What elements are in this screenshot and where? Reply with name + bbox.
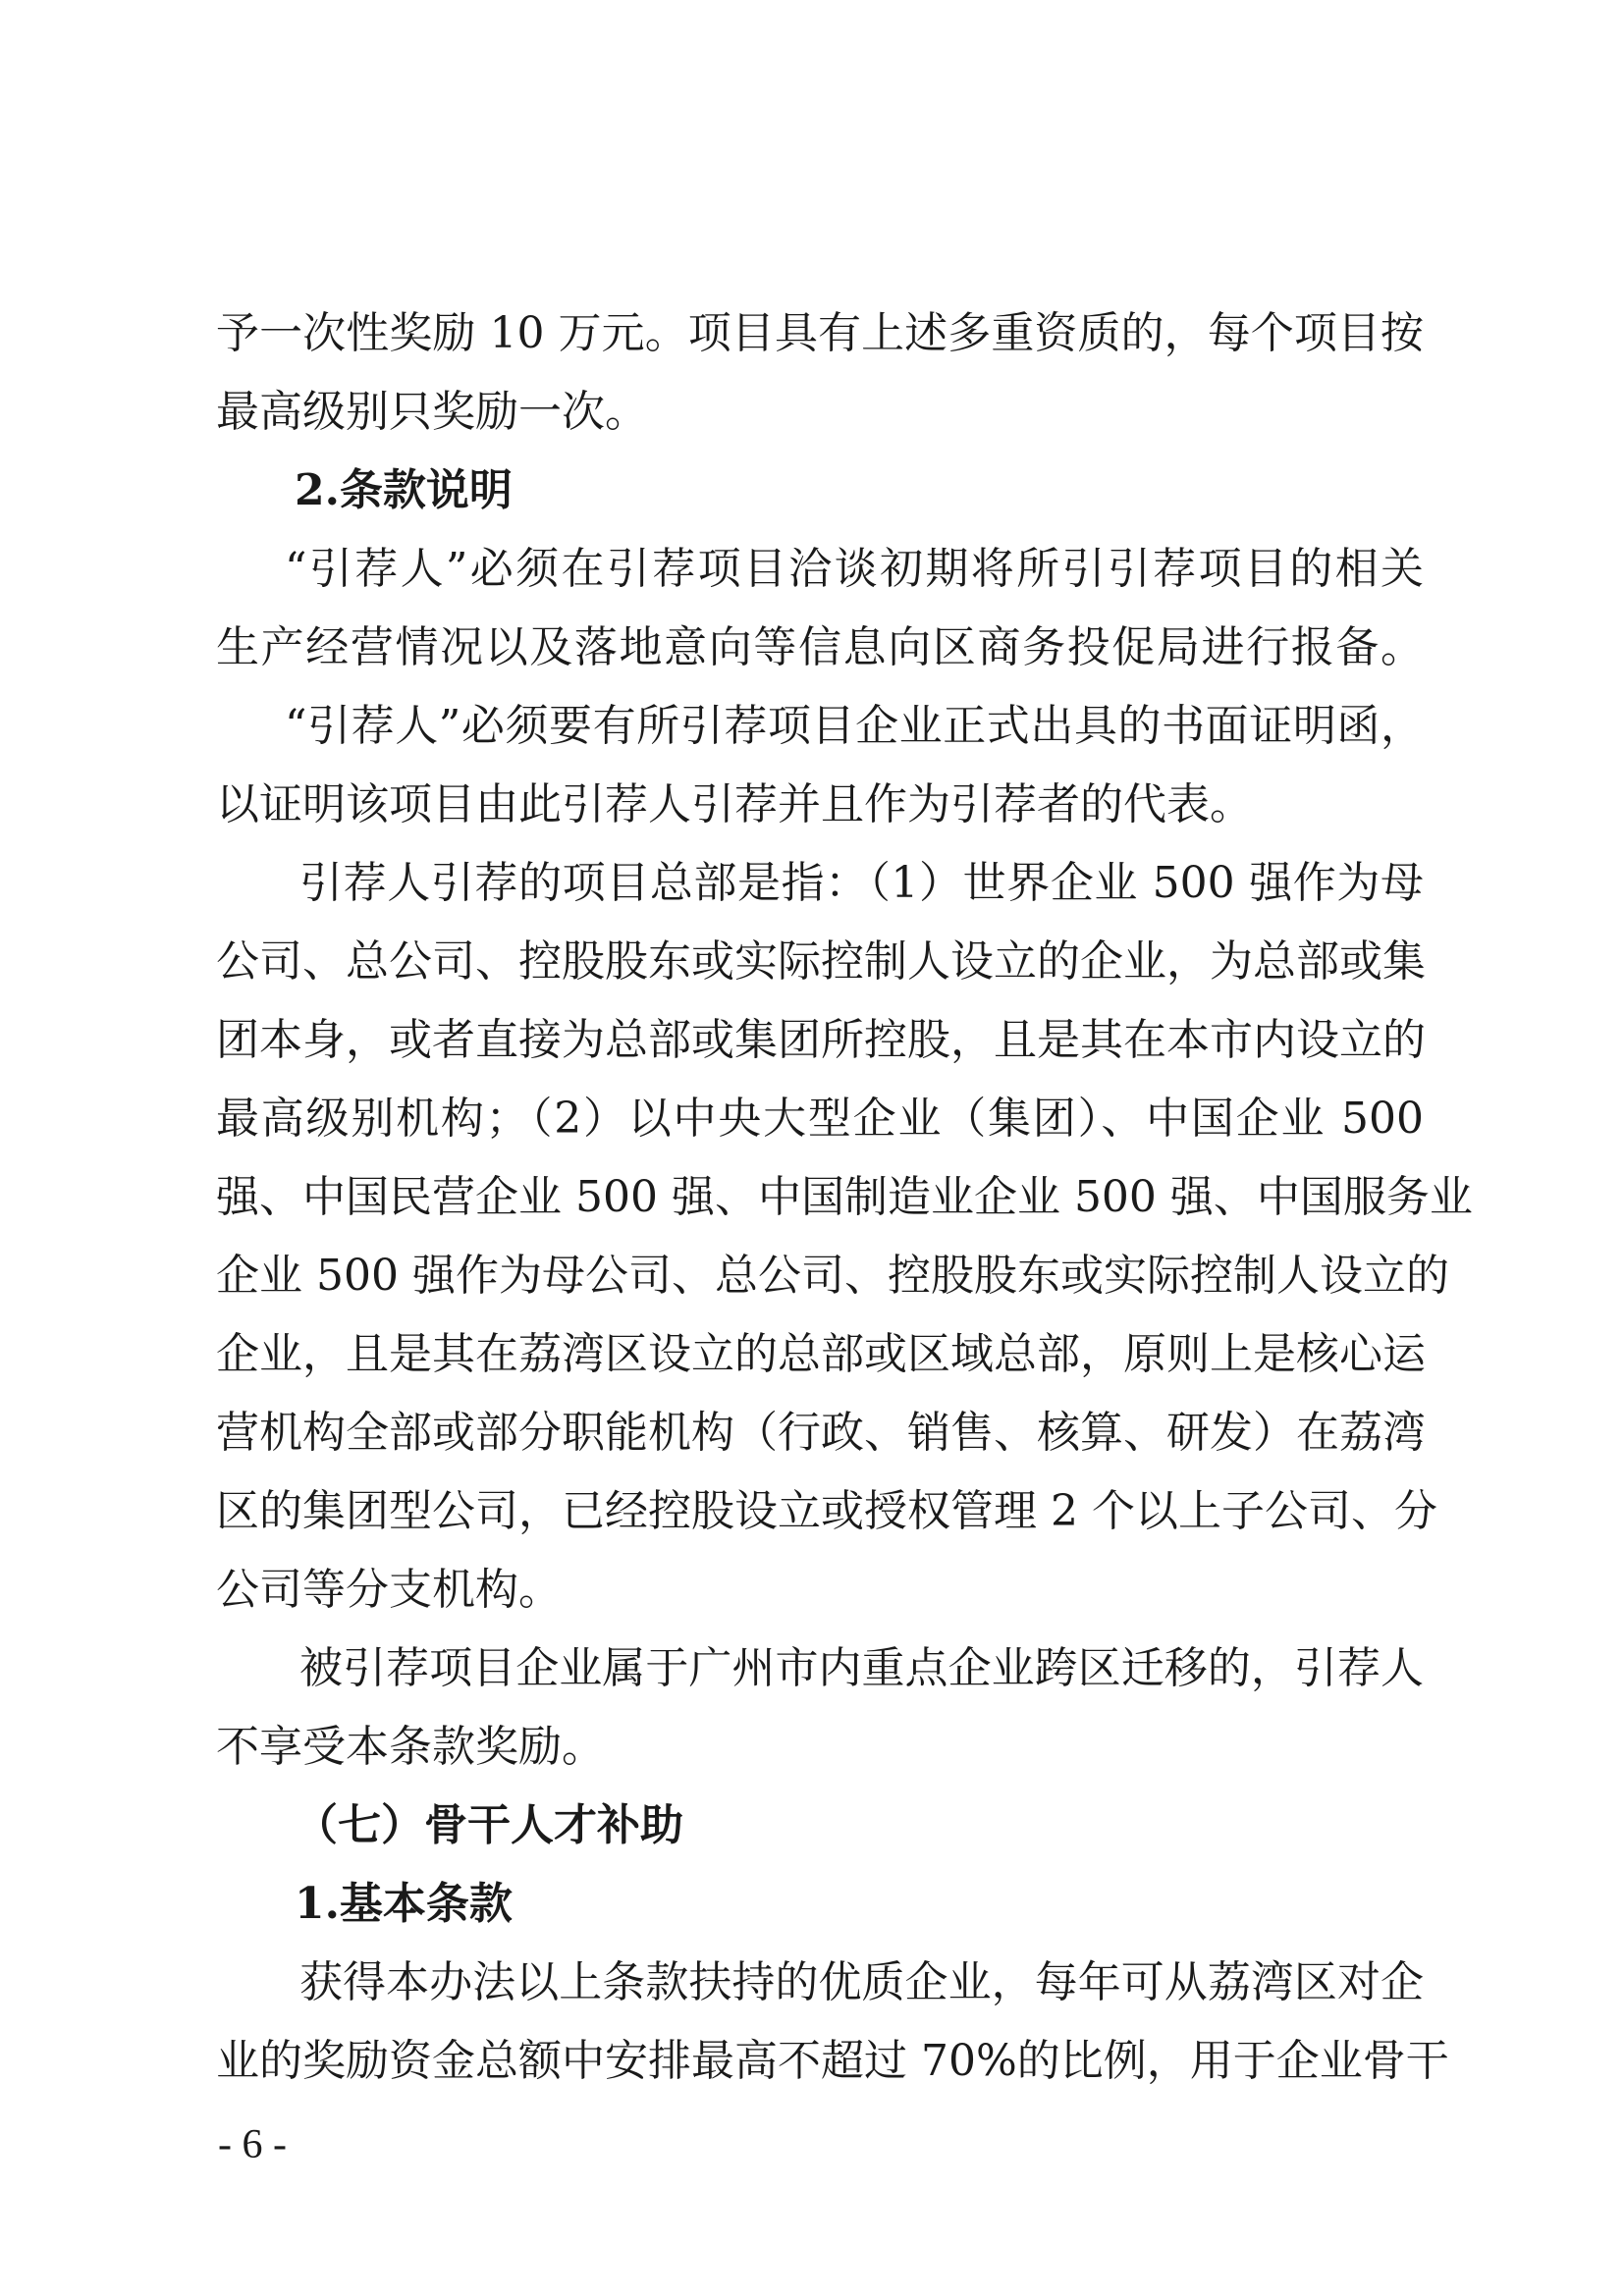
section-heading: 2.条款说明: [295, 465, 513, 515]
body-text-line: 区的集团型公司，已经控股设立或授权管理 2 个以上子公司、分: [216, 1486, 1437, 1536]
paragraph-first-line: “引荐人”必须在引荐项目洽谈初期将所引引荐项目的相关: [285, 544, 1424, 594]
body-text-line: 最高级别只奖励一次。: [216, 387, 648, 437]
body-text-line: 业的奖励资金总额中安排最高不超过 70%的比例，用于企业骨干: [216, 2036, 1449, 2086]
page-number: - 6 -: [218, 2122, 287, 2167]
paragraph-first-line: 引荐人引荐的项目总部是指：（1）世界企业 500 强作为母: [299, 858, 1424, 908]
body-text-line: 最高级别机构；（2）以中央大型企业（集团）、中国企业 500: [216, 1094, 1424, 1144]
body-text-line: 团本身，或者直接为总部或集团所控股，且是其在本市内设立的: [216, 1015, 1426, 1065]
body-text-line: 企业，且是其在荔湾区设立的总部或区域总部，原则上是核心运: [216, 1329, 1426, 1379]
body-text-line: 不享受本条款奖励。: [216, 1722, 605, 1772]
body-text-line: 营机构全部或部分职能机构（行政、销售、核算、研发）在荔湾: [216, 1408, 1426, 1458]
paragraph-first-line: 获得本办法以上条款扶持的优质企业，每年可从荔湾区对企: [299, 1957, 1424, 2007]
body-text-line: 公司等分支机构。: [216, 1565, 562, 1615]
subsection-heading: 1.基本条款: [295, 1879, 513, 1929]
body-text-line: 生产经营情况以及落地意向等信息向区商务投促局进行报备。: [216, 622, 1424, 672]
body-text-line: 予一次性奖励 10 万元。项目具有上述多重资质的，每个项目按: [216, 308, 1424, 358]
section-heading: （七）骨干人才补助: [295, 1800, 683, 1850]
body-text-line: 以证明该项目由此引荐人引荐并且作为引荐者的代表。: [216, 779, 1253, 829]
paragraph-first-line: “引荐人”必须要有所引荐项目企业正式出具的书面证明函，: [285, 701, 1424, 751]
body-text-line: 公司、总公司、控股股东或实际控制人设立的企业，为总部或集: [216, 936, 1426, 987]
paragraph-first-line: 被引荐项目企业属于广州市内重点企业跨区迁移的，引荐人: [299, 1643, 1424, 1693]
body-text-line: 强、中国民营企业 500 强、中国制造业企业 500 强、中国服务业: [216, 1172, 1473, 1222]
body-text-line: 企业 500 强作为母公司、总公司、控股股东或实际控制人设立的: [216, 1251, 1449, 1301]
